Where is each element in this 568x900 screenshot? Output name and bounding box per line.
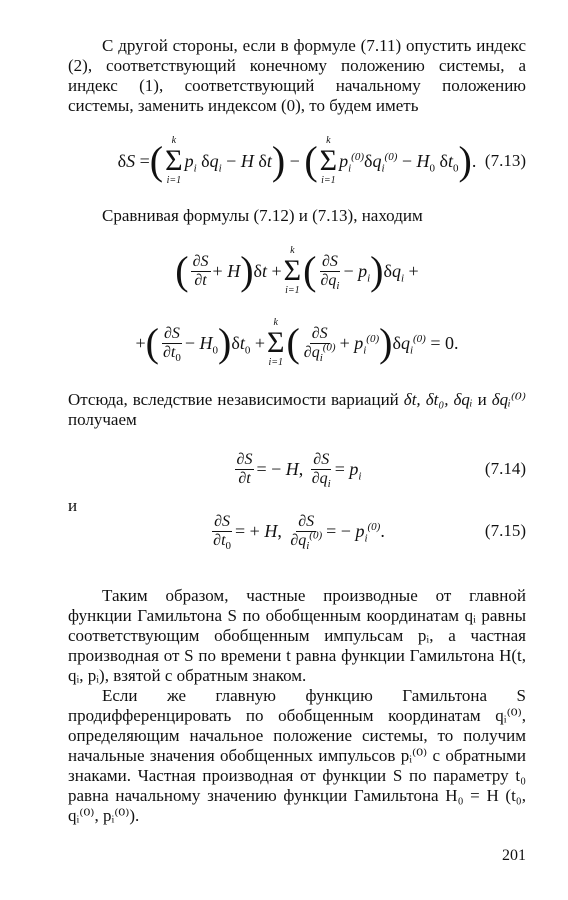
equation-variation-line2: + ( $\frac{\partial S}{\partial t_0}$ − $H_0$ ) $\delta t_0$ + k Σ i=1 ( $\frac{\partial S}{\partial q_i^{(0)}}$ + $p_i^{(0)}$ ) $\delta q_i^{(0)} = 0$. <box>135 317 459 368</box>
equation-number-7-13: (7.13) <box>484 151 526 170</box>
page-number: 201 <box>502 847 526 864</box>
equation-7-15: и $\frac{\partial S}{\partial t_0}$ = + H, $\frac{\partial S}{\partial q_i^{(0)}}$ = − $p_i^{(0)}$. (7.15) <box>68 496 526 552</box>
equation-number-7-14: (7.14) <box>484 459 526 478</box>
paragraph-comparing: Сравнивая формулы (7.12) и (7.13), находим <box>102 206 423 225</box>
equation-7-13: δS = ( k Σ i=1 $p_i$ $\delta q_i - H$ δt ) − ( k Σ i=1 $p_i^{(0)}\delta q_i^{(0)} - H_0$ $\delta t_0$ ) . (7.13) <box>117 135 526 186</box>
equation-7-14: $\frac{\partial S}{\partial t}$ = − H, $\frac{\partial S}{\partial q_i}$ = $p_i$ (7.14) <box>236 450 526 490</box>
paragraph-initial-values: Если же главную функцию Гамильтона S продифференцировать по обобщенным координатам qᵢ⁽⁰⁾, определяющим начальное положение системы, то получим начальные значения обобщенных импульсов pᵢ⁽⁰⁾ с обратными знаками. Частная производная от функции S по параметру t₀ равна начальному значению функции Гамильтона H₀ = H (t₀, qᵢ⁽⁰⁾, pᵢ⁽⁰⁾). <box>68 686 526 825</box>
equation-variation-line1: ( $\frac{\partial S}{\partial t}$ + H ) δt + k Σ i=1 ( $\frac{\partial S}{\partial q_i}$ − $p_i$ ) $\delta q_i$ + <box>175 245 419 296</box>
paragraph-conclusion: Таким образом, частные производные от главной функции Гамильтона S по обобщенным координатам qᵢ равны соответствующим обобщенным импульсам pᵢ, а частная производная от S по времени t равна функции Гамильтона H(t, qᵢ, pᵢ), взятой с обратным знаком. <box>68 586 526 685</box>
paragraph-intro: С другой стороны, если в формуле (7.11) опустить индекс (2), соответствующий конечному положению системы, а индекс (1), соответствующий начальному положению системы, заменить индексом (0), то будем иметь <box>68 36 526 115</box>
paragraph-independence: Отсюда, вследствие независимости вариаций δt, δt₀, δqᵢ и δqᵢ⁽⁰⁾ получаем <box>68 390 526 429</box>
equation-number-7-15: (7.15) <box>484 521 526 540</box>
and-label: и <box>68 496 78 515</box>
